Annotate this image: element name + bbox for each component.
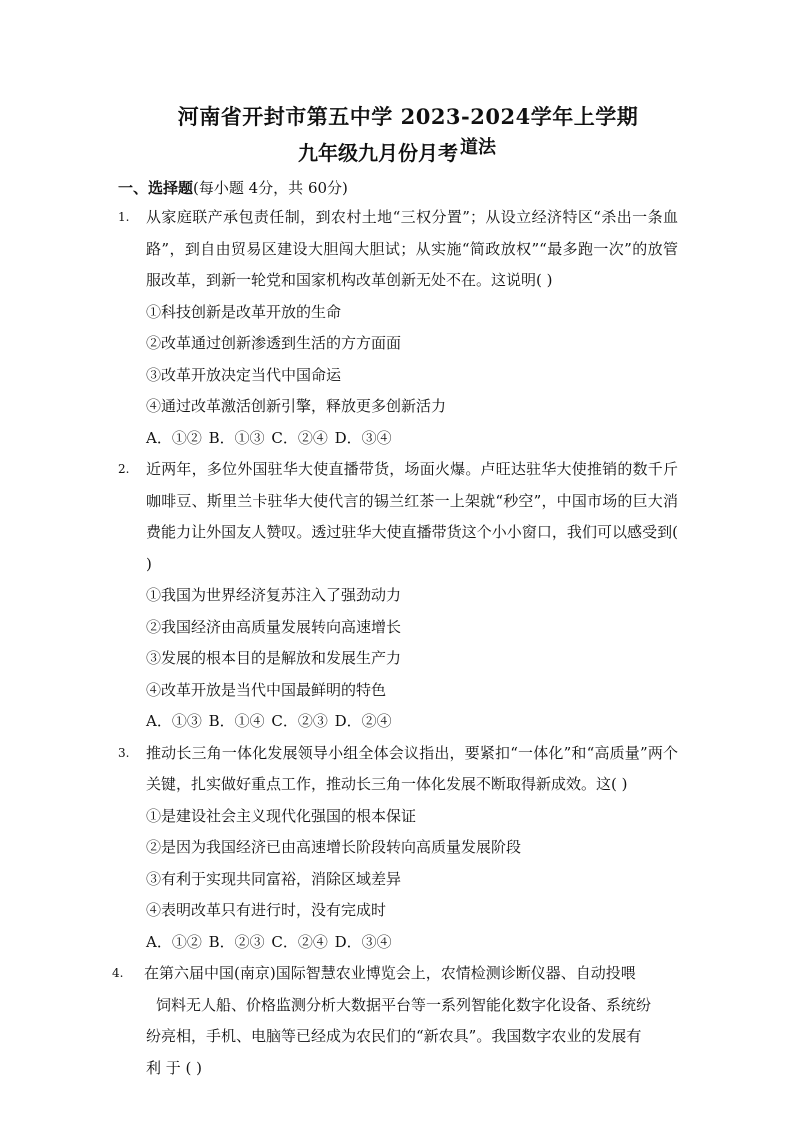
question-number: 4.: [112, 966, 124, 980]
statement-option: ④改革开放是当代中国最鲜明的特色: [146, 680, 387, 699]
question-3: [118, 738, 678, 801]
question-stem: 近两年，多位外国驻华大使直播带货，场面火爆。卢旺达驻华大使推销的数千斤咖啡豆、斯里兰卡驻华大使代言的锡兰红茶一上架就“秒空”，中国市场的巨大消费能力让外国友人赞叹。透过驻华大使直播带货这个小小窗口，我们可以感受到( ): [146, 460, 678, 573]
question-stem-line: 利 于 ( ): [146, 1058, 203, 1077]
statement-option: ②是因为我国经济已由高速增长阶段转向高质量发展阶段: [146, 838, 522, 856]
question-number: 2.: [118, 462, 130, 476]
answer-choices: A．①③ B．①④ C．②③ D．②④: [146, 712, 392, 730]
question-stem-line: 在第六届中国(南京)国际智慧农业博览会上，农情检测诊断仪器、自动投喂: [144, 964, 636, 982]
exam-subject: 道法: [460, 137, 496, 158]
section-heading: [118, 174, 794, 202]
question-stem-line: 饲料无人船、价格监测分析大数据平台等一系列智能化数字化设备、系统纷: [156, 995, 652, 1014]
statement-option: ①我国为世界经济复苏注入了强劲动力: [146, 586, 402, 604]
answer-choices: A．①② B．①③ C．②④ D．③④: [146, 428, 392, 447]
statement-option: ③有利于实现共同富裕，消除区域差异: [146, 869, 402, 888]
statement-option: ①是建设社会主义现代化强国的根本保证: [146, 806, 417, 825]
section-note: (每小题 4分，共 60分): [193, 179, 348, 197]
exam-subtitle: [0, 138, 794, 170]
exam-grade-title: 九年级九月份月考: [298, 141, 458, 165]
answer-choices: A．①② B．②③ C．②④ D．③④: [146, 932, 392, 951]
exam-title: 河南省开封市第五中学 2023-2024学年上学期: [177, 104, 639, 129]
question-stem: 推动长三角一体化发展领导小组全体会议指出，要紧扣“一体化”和“高质量”两个关键，扎实做好重点工作，推动长三角一体化发展不断取得新成效。这( ): [146, 743, 678, 793]
question-number: 1.: [118, 210, 130, 224]
question-stem-line: 纷亮相，手机、电脑等已经成为农民们的“新农具”。我国数字农业的发展有: [146, 1027, 642, 1045]
statement-option: ③改革开放决定当代中国命运: [146, 365, 342, 384]
question-stem: 从家庭联产承包责任制，到农村土地“三权分置”；从设立经济特区“杀出一条血路”，到自由贸易区建设大胆闯大胆试；从实施“简政放权”“最多跑一次”的放管服改革，到新一轮党和国家机构改革创新无处不在。这说明( ): [146, 208, 678, 289]
question-1: [118, 202, 678, 297]
statement-option: ②改革通过创新渗透到生活的方方面面: [146, 334, 402, 352]
statement-option: ①科技创新是改革开放的生命: [146, 302, 342, 321]
question-4: [112, 958, 678, 1084]
statement-option: ③发展的根本目的是解放和发展生产力: [146, 649, 402, 667]
question-number: 3.: [118, 745, 130, 760]
statement-option: ④表明改革只有进行时，没有完成时: [146, 901, 387, 919]
statement-option: ④通过改革激活创新引擎，释放更多创新活力: [146, 397, 447, 415]
section-title: 一、选择题: [118, 179, 194, 197]
question-2: [118, 454, 678, 580]
statement-option: ②我国经济由高质量发展转向高速增长: [146, 617, 402, 636]
